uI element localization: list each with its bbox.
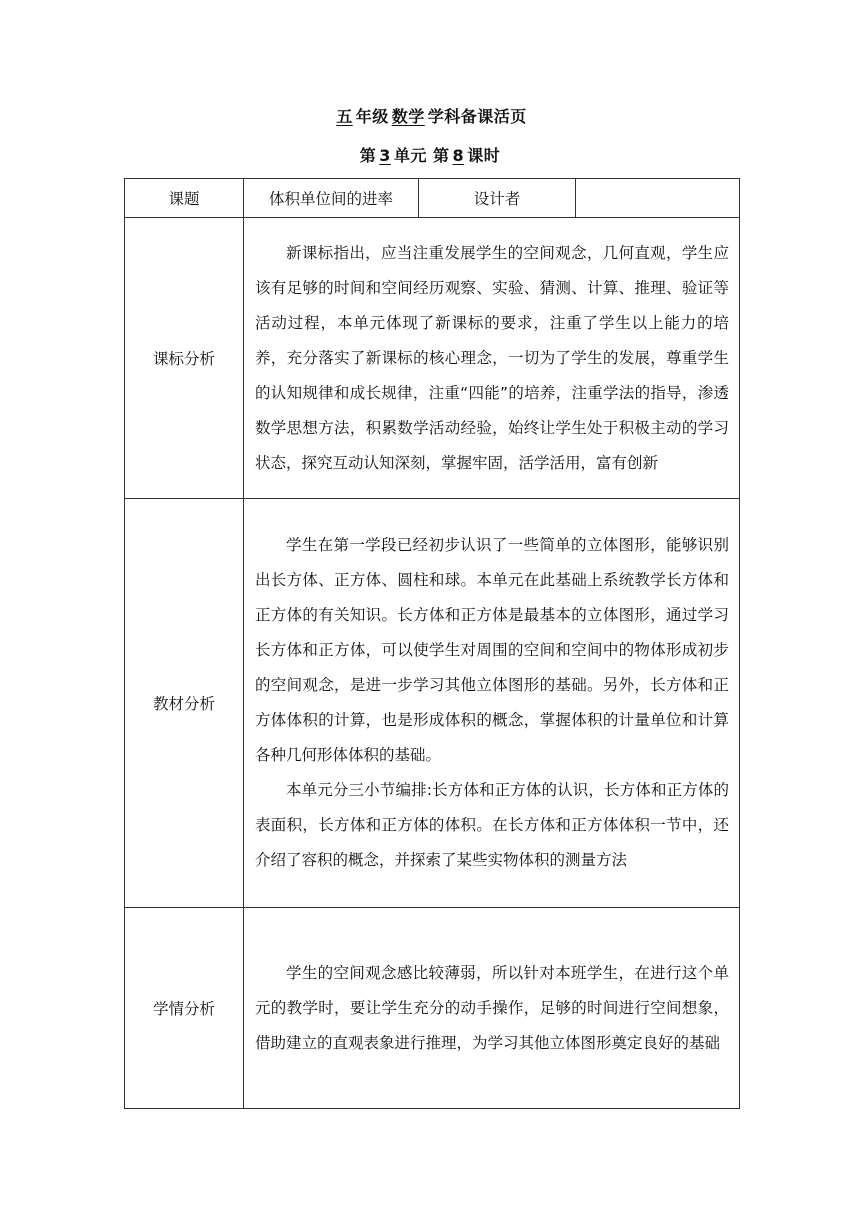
- lesson-number: 8: [452, 146, 465, 165]
- table-row-textbook-analysis: [125, 499, 740, 908]
- section-paragraph: 学生在第一学段已经初步认识了一些简单的立体图形，能够识别出长方体、正方体、圆柱和球。本单元在此基础上系统教学长方体和正方体的有关知识。长方体和正方体是最基本的立体图形，通过学习长方体和正方体，可以使学生对周围的空间和空间中的物体形成初步的空间观念，是进一步学习其他立体图形的基础。另外，长方体和正方体体积的计算，也是形成体积的概念，掌握体积的计量单位和计算各种几何形体体积的基础。: [255, 536, 729, 764]
- table-row-student-analysis: [125, 908, 740, 1109]
- section-label: 教材分析: [125, 499, 244, 908]
- section-content: [244, 499, 740, 908]
- unit-lesson-line: [0, 143, 860, 166]
- designer-value: [576, 179, 740, 218]
- subject-value: 数学: [391, 107, 425, 126]
- subject-suffix: 学科备课活页: [427, 107, 527, 126]
- section-paragraph: 本单元分三小节编排:长方体和正方体的认识，长方体和正方体的表面积，长方体和正方体的体积。在长方体和正方体体积一节中，还介绍了容积的概念，并探索了某些实物体积的测量方法: [255, 781, 729, 869]
- lesson-plan-table: [124, 178, 740, 1109]
- section-label: 课标分析: [125, 218, 244, 499]
- section-label: 学情分析: [125, 908, 244, 1109]
- table-row-curriculum-analysis: [125, 218, 740, 499]
- grade-value: 五: [336, 107, 353, 126]
- page-title: [0, 104, 860, 127]
- section-content: [244, 218, 740, 499]
- unit-suffix: 单元: [393, 146, 427, 165]
- section-paragraph: 新课标指出，应当注重发展学生的空间观念，几何直观，学生应该有足够的时间和空间经历观察、实验、猜测、计算、推理、验证等活动过程，本单元体现了新课标的要求，注重了学生以上能力的培养，充分落实了新课标的核心理念，一切为了学生的发展，尊重学生的认知规律和成长规律，注重“四能”的培养，注重学法的指导，渗透数学思想方法，积累数学活动经验，始终让学生处于积极主动的学习状态，探究互动认知深刻，掌握牢固，活学活用，富有创新: [255, 243, 729, 472]
- table-row-topic: [125, 179, 740, 218]
- unit-prefix: 第: [359, 146, 377, 165]
- grade-suffix: 年级: [355, 107, 389, 126]
- lesson-suffix: 课时: [467, 146, 501, 165]
- topic-value: 体积单位间的进率: [244, 179, 419, 218]
- unit-number: 3: [379, 146, 391, 165]
- section-content: [244, 908, 740, 1109]
- section-paragraph: 学生的空间观念感比较薄弱，所以针对本班学生，在进行这个单元的教学时，要让学生充分的动手操作，足够的时间进行空间想象，借助建立的直观表象进行推理，为学习其他立体图形奠定良好的基础: [255, 963, 729, 1052]
- lesson-prefix: 第: [433, 146, 450, 165]
- designer-label: 设计者: [419, 179, 576, 218]
- topic-label: 课题: [125, 179, 244, 218]
